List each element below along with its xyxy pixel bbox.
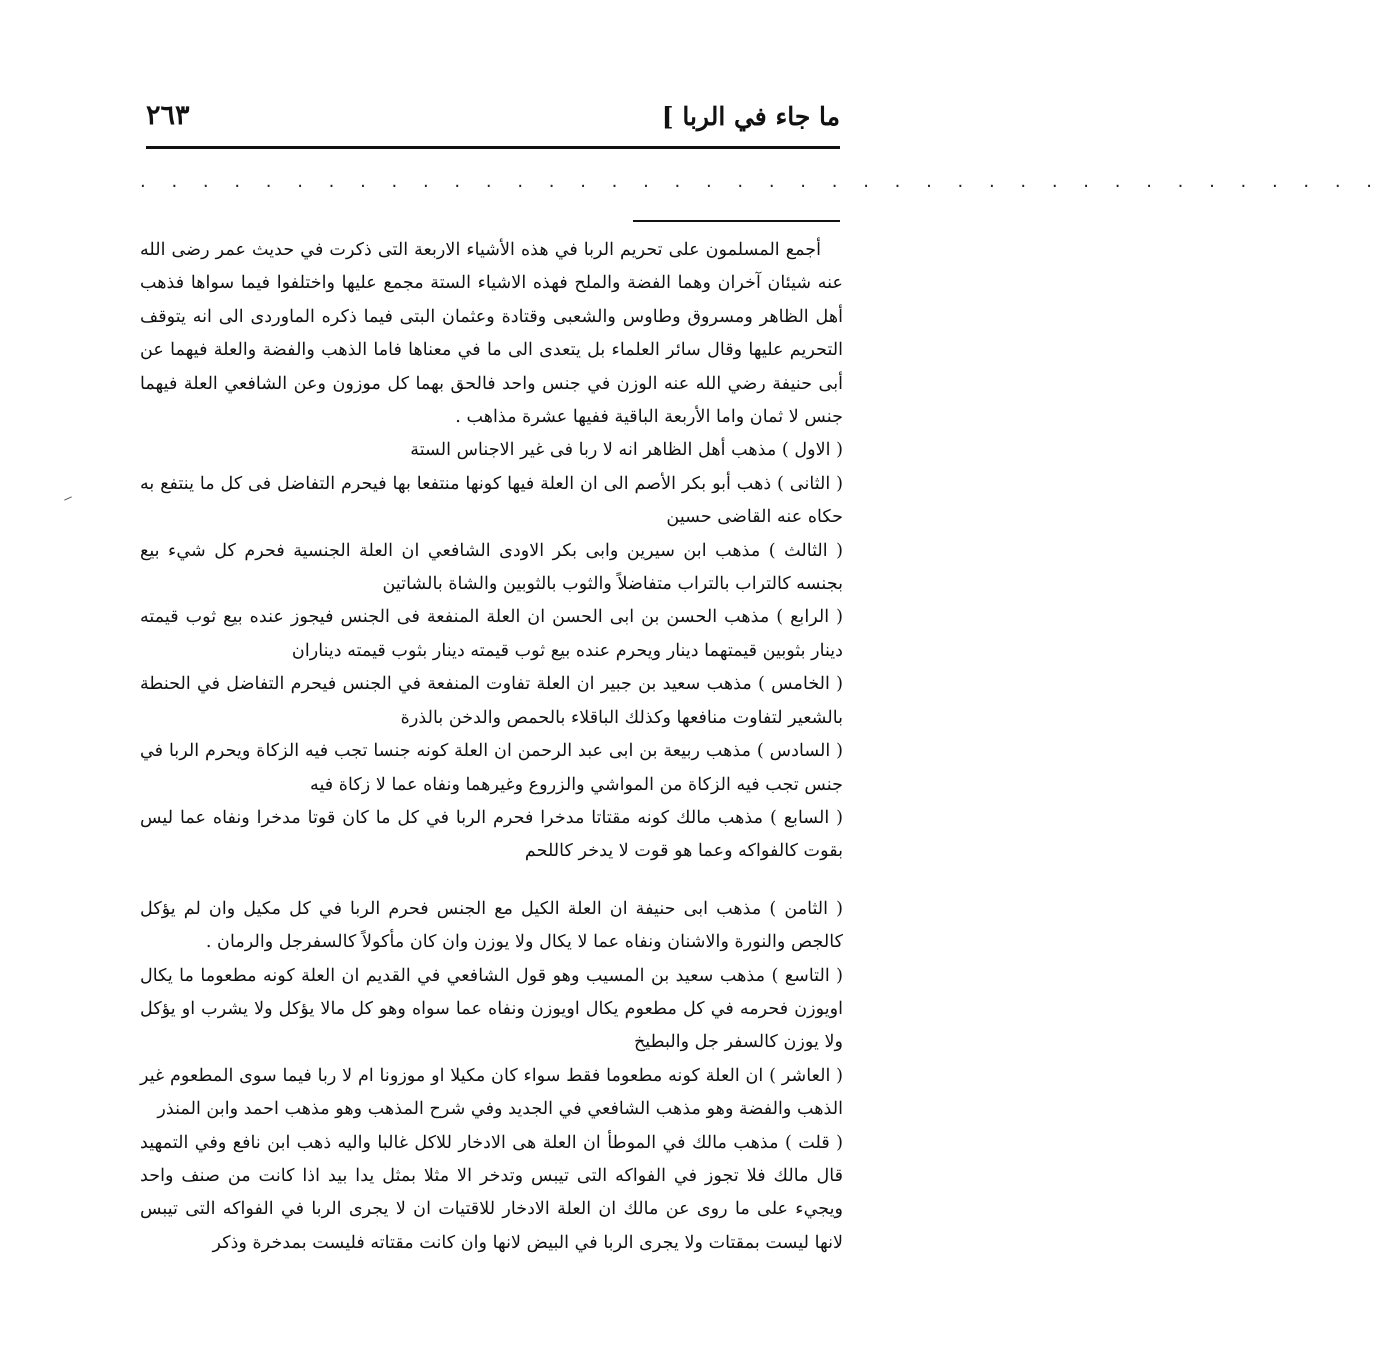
section-rule: [633, 220, 840, 222]
page-number: ٢٦٣: [146, 100, 190, 131]
closing-paragraph: ( قلت ) مذهب مالك في الموطأ ان العلة هى الادخار للاكل غالبا واليه ذهب ابن نافع وفي التمهيد قال مالك فلا تجوز في الفواكه التى تيبس وتدخر الا مثلا بمثل يدا بيد اذا كانت من صنف واحد ويجيء على ما روى عن مالك ان العلة الادخار للاقتيات ان لا يجرى الربا في الفواكه التى تيبس لانها ليست بمقتات ولا يجرى الربا في البيض لانها وان كانت مقتاته فليست بمدخرة وذكر: [140, 1132, 843, 1253]
running-title: ما جاء في الربا ]: [661, 102, 840, 131]
section-paragraph-1: ( الاول ) مذهب أهل الظاهر انه لا ربا فى غير الاجناس الستة: [410, 440, 843, 461]
section-paragraph-7: ( السابع ) مذهب مالك كونه مقتاتا مدخرا فحرم الربا في كل ما كان قوتا مدخرا ونفاه عما ليس بقوت كالفواكه وعما هو قوت لا يدخر كاللحم: [140, 807, 843, 862]
main-text: [140, 234, 843, 1294]
section-paragraph-8: ( الثامن ) مذهب ابى حنيفة ان العلة الكيل مع الجنس فحرم الربا في كل مكيل وان لم يؤكل كالجص والنورة والاشنان ونفاه عما لا يكال ولا يوزن وان كان مأكولاً كالسفرجل والرمان .: [140, 898, 843, 953]
header-rule: [146, 146, 840, 149]
section-paragraph-3: ( الثالث ) مذهب ابن سيرين وابى بكر الاودى الشافعي ان العلة الجنسية فحرم كل شيء بيع بجنسه كالتراب بالتراب متفاضلاً والثوب بالثوبين والشاة بالشاتين: [140, 540, 843, 595]
section-paragraph-9: ( التاسع ) مذهب سعيد بن المسيب وهو قول الشافعي في القديم ان العلة كونه مطعوما ما يكال اويوزن فحرمه في كل مطعوم يكال اويوزن ونفاه عما سواه وهو كل مالا يؤكل ولا يشرب او يؤكل ولا يوزن كالسفر جل والبطيخ: [140, 965, 843, 1053]
section-paragraph-2: ( الثانى ) ذهب أبو بكر الأصم الى ان العلة فيها كونها منتفعا بها فيحرم التفاضل فى كل ما ينتفع به حكاه عنه القاضى حسين: [140, 473, 843, 528]
section-paragraph-10: ( العاشر ) ان العلة كونه مطعوما فقط سواء كان مكيلا او موزونا ام لا ربا فيما سوى المطعوم غير الذهب والفضة وهو مذهب الشافعي في الجديد وفي شرح المذهب وهو مذهب احمد وابن المنذر: [140, 1065, 843, 1120]
dotted-separator: . . . . . . . . . . . . . . . . . . . . . . . . . . . . . . . . . . . . . . . .: [140, 171, 1382, 192]
section-paragraph-6: ( السادس ) مذهب ربيعة بن ابى عبد الرحمن ان العلة كونه جنسا تجب فيه الزكاة ويحرم الربا في جنس تجب فيه الزكاة من المواشي والزروع وغيرهما ونفاه عما لا زكاة فيه: [140, 741, 843, 795]
intro-paragraph: أجمع المسلمون على تحريم الربا في هذه الأشياء الاربعة التى ذكرت في حديث عمر رضى الله عنه شيئان آخران وهما الفضة والملح فهذه الاشياء الستة مجمع عليها واختلفوا فيما سواها فذهب أهل الظاهر ومسروق وطاوس والشعبى وقتادة وعثمان البتى فيما ذكره الماوردى الى انه يتوقف التحريم عليها وقال سائر العلماء بل يتعدى الى ما في معناها فاما الذهب والفضة والعلة فيهما عن أبى حنيفة رضي الله عنه الوزن في جنس واحد فالحق بهما كل موزون وعن الشافعي العلة فيهما جنس لا ثمان واما الأربعة الباقية ففيها عشرة مذاهب .: [140, 240, 843, 428]
margin-mark: [64, 496, 72, 500]
page-header: [140, 98, 840, 142]
section-paragraph-4: ( الرابع ) مذهب الحسن بن ابى الحسن ان العلة المنفعة فى الجنس فيجوز عنده بيع ثوب قيمته دينار بثوبين قيمتهما دينار ويحرم عنده بيع ثوب قيمته دينار بثوب قيمته ديناران: [140, 607, 843, 661]
section-paragraph-5: ( الخامس ) مذهب سعيد بن جبير ان العلة تفاوت المنفعة في الجنس فيحرم التفاضل في الحنطة بالشعير لتفاوت منافعها وكذلك الباقلاء بالحمص والدخن بالذرة: [140, 674, 843, 728]
